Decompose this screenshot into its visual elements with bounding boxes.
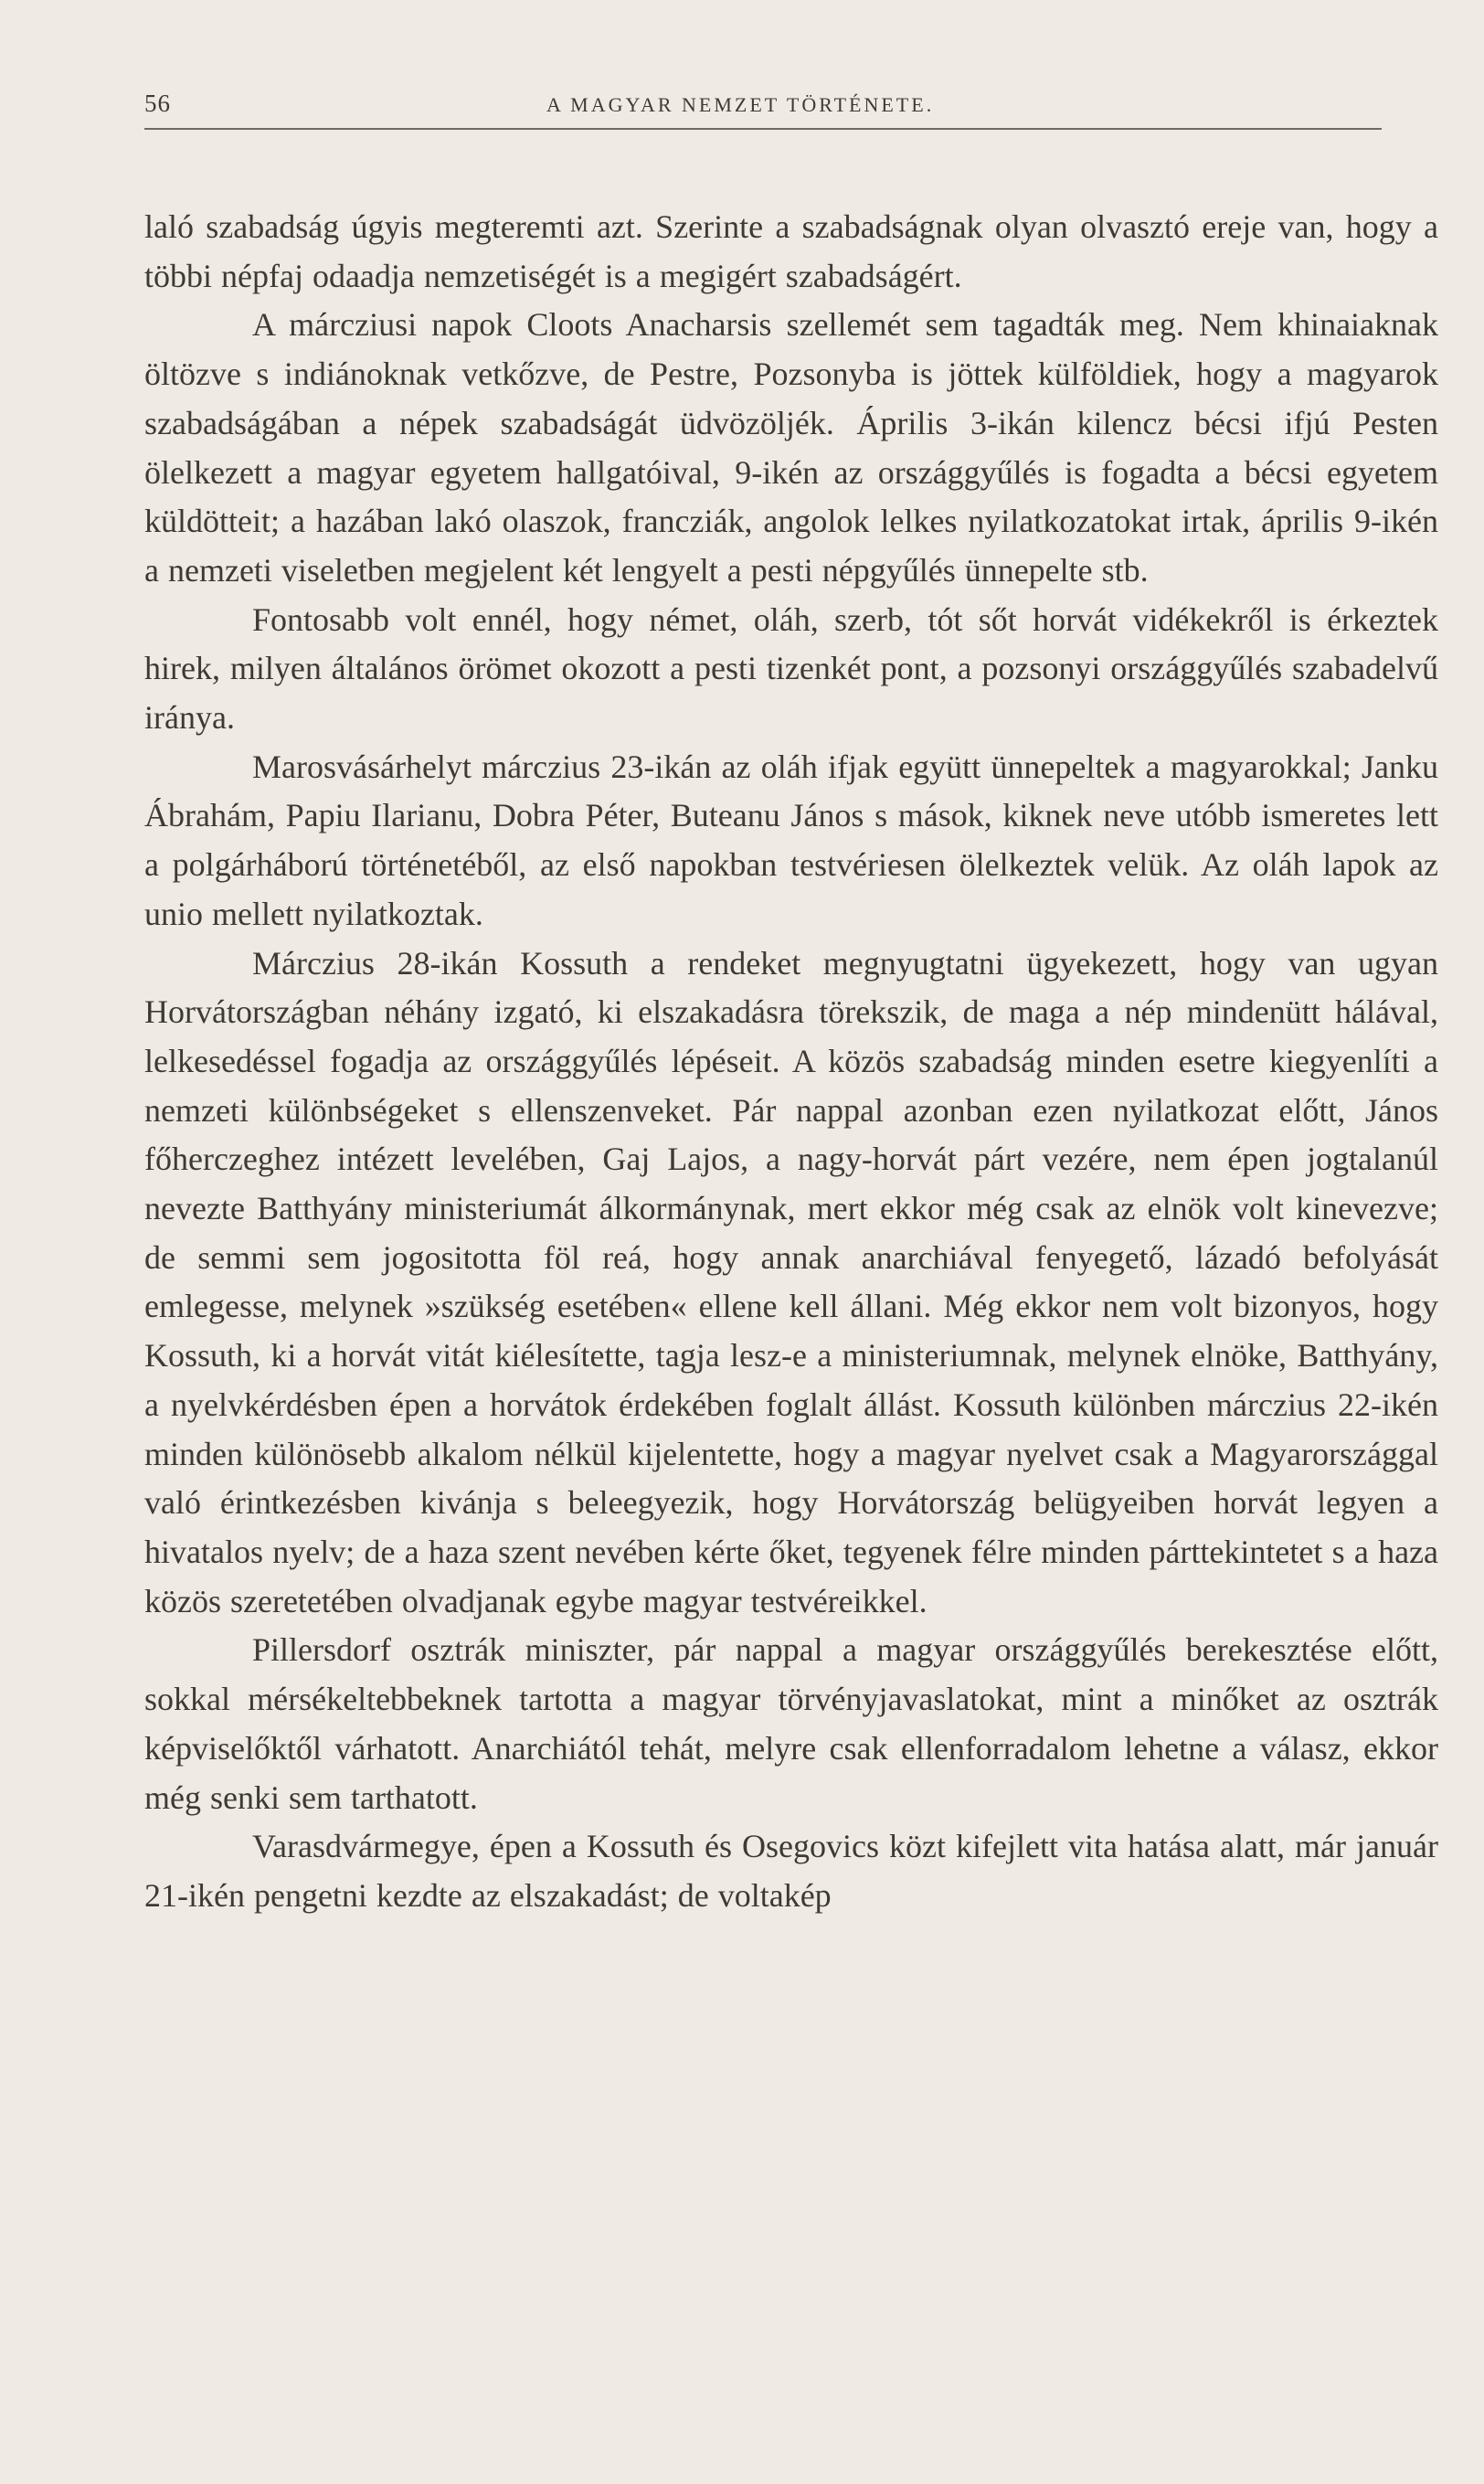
paragraph-last: Varasdvármegye, épen a Kossuth és Osegovics közt kifejlett vita hatása alatt, már január 21-ikén pengetni kezdte az elszakadást; de voltakép bbox=[144, 1828, 1438, 1914]
page-number: 56 bbox=[144, 90, 171, 117]
paragraph: A márcziusi napok Cloots Anacharsis szellemét sem tagadták meg. Nem khinaiaknak öltözve s indiánoknak vetkőzve, de Pestre, Pozsonyba is jöttek külföldiek, hogy a magyarok szabadságában a népek szabadságát üdvözöljék. Április 3-ikán kilencz bécsi ifjú Pesten ölelkezett a magyar egyetem hallgatóival, 9-ikén az országgyűlés is fogadta a bécsi egyetem küldötteit; a hazában lakó olaszok, francziák, angolok lelkes nyilatkozatokat irtak, április 9-ikén a nemzeti viseletben megjelent két lengyelt a pesti népgyűlés ünnepelte stb. bbox=[144, 306, 1438, 589]
paragraph-continued: laló szabadság úgyis megteremti azt. Szerinte a szabadságnak olyan olvasztó ereje van, hogy a többi népfaj odaadja nemzetiségét is a megigért szabadságért. bbox=[144, 208, 1438, 294]
paragraph: Fontosabb volt ennél, hogy német, oláh, szerb, tót sőt horvát vidékekről is érkeztek hirek, milyen általános örömet okozott a pesti tizenkét pont, a pozsonyi országgyűlés szabadelvű iránya. bbox=[144, 600, 1438, 737]
body-text bbox=[144, 203, 1438, 1921]
paragraph: Pillersdorf osztrák miniszter, pár nappal a magyar országgyűlés berekesztése előtt, sokkal mérsékeltebbeknek tartotta a magyar törvényjavaslatokat, mint a minőket az osztrák képviselőktől várhatott. Anarchiától tehát, melyre csak ellenforradalom lehetne a válasz, ekkor még senki sem tarthatott. bbox=[144, 1631, 1438, 1816]
running-head bbox=[144, 90, 1382, 130]
paragraph: Marosvásárhelyt márczius 23-ikán az oláh ifjak együtt ünnepeltek a magyarokkal; Janku Ábrahám, Papiu Ilarianu, Dobra Péter, Buteanu János s mások, kiknek neve utóbb ismeretes lett a polgárháború történetéből, az első napokban testvériesen ölelkeztek velük. Az oláh lapok az unio mellett nyilatkoztak. bbox=[144, 748, 1438, 932]
paragraph: Márczius 28-ikán Kossuth a rendeket megnyugtatni ügyekezett, hogy van ugyan Horvátországban néhány izgató, ki elszakadásra törekszik, de maga a nép mindenütt hálával, lelkesedéssel fogadja az országgyűlés lépéseit. A közös szabadság minden esetre kiegyenlíti a nemzeti különbségeket s ellenszenveket. Pár nappal azonban ezen nyilatkozat előtt, János főherczeghez intézett levelében, Gaj Lajos, a nagy-horvát párt vezére, nem épen jogtalanúl nevezte Batthyány ministeriumát álkormánynak, mert ekkor még csak az elnök volt kinevezve; de semmi sem jogositotta föl reá, hogy annak anarchiával fenyegető, lázadó befolyását emlegesse, melynek »szükség esetében« ellene kell állani. Még ekkor nem volt bizonyos, hogy Kossuth, ki a horvát vitát kiélesítette, tagja lesz-e a ministeriumnak, melynek elnöke, Batthyány, a nyelvkérdésben épen a horvátok érdekében foglalt állást. Kossuth különben márczius 22-ikén minden különösebb alkalom nélkül kijelentette, hogy a magyar nyelvet csak a Magyarországgal való érintkezésben kivánja s beleegyezik, hogy Horvátország belügyeiben horvát legyen a hivatalos nyelv; de a haza szent nevében kérte őket, tegyenek félre minden párttekintetet s a haza közös szeretetében olvadjanak egybe magyar testvéreikkel. bbox=[144, 944, 1438, 1619]
running-title: A MAGYAR NEMZET TÖRTÉNETE. bbox=[546, 93, 935, 116]
